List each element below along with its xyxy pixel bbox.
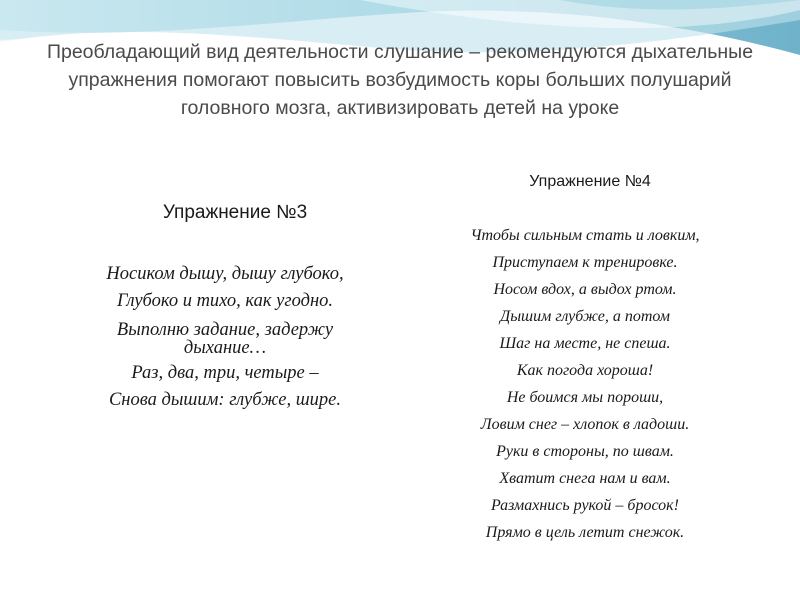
- exercise-3-poem: [40, 261, 410, 414]
- poem-line: Носом вдох, а выдох ртом.: [493, 281, 677, 298]
- poem-line: Как погода хороша!: [516, 362, 654, 379]
- poem-line: Шаг на месте, не спеша.: [499, 335, 671, 352]
- poem-line: Прямо в цель летит снежок.: [485, 524, 685, 541]
- poem-line: Раз, два, три, четыре –: [131, 363, 319, 383]
- poem-line: Глубоко и тихо, как угодно.: [116, 291, 333, 311]
- poem-line: Чтобы сильным стать и ловким,: [470, 227, 700, 244]
- poem-line: Приступаем к тренировке.: [492, 254, 678, 271]
- poem-line: Снова дышим: глубже, шире.: [108, 390, 342, 410]
- poem-line: Размахнись рукой – бросок!: [491, 497, 679, 514]
- poem-line: Не боимся мы пороши,: [506, 389, 664, 406]
- exercise-4-heading: Упражнение №4: [529, 173, 651, 190]
- exercise-4-poem: [420, 222, 750, 546]
- poem-line: Хватит снега нам и вам.: [499, 470, 671, 487]
- poem-line: Носиком дышу, дышу глубоко,: [106, 264, 344, 284]
- poem-line: Руки в стороны, по швам.: [496, 443, 674, 460]
- slide-title: Преобладающий вид деятельности слушание – рекомендуются дыхательные упражнения помогают повысить возбудимость коры больших полушарий головного мозга, активизировать детей на уроке: [46, 41, 754, 119]
- poem-line: Дышим глубже, а потом: [500, 308, 670, 325]
- poem-line: Ловим снег – хлопок в ладоши.: [480, 416, 690, 433]
- exercise-3-heading: Упражнение №3: [162, 202, 308, 223]
- poem-line: Выполню задание, задержу дыхание…: [116, 320, 334, 358]
